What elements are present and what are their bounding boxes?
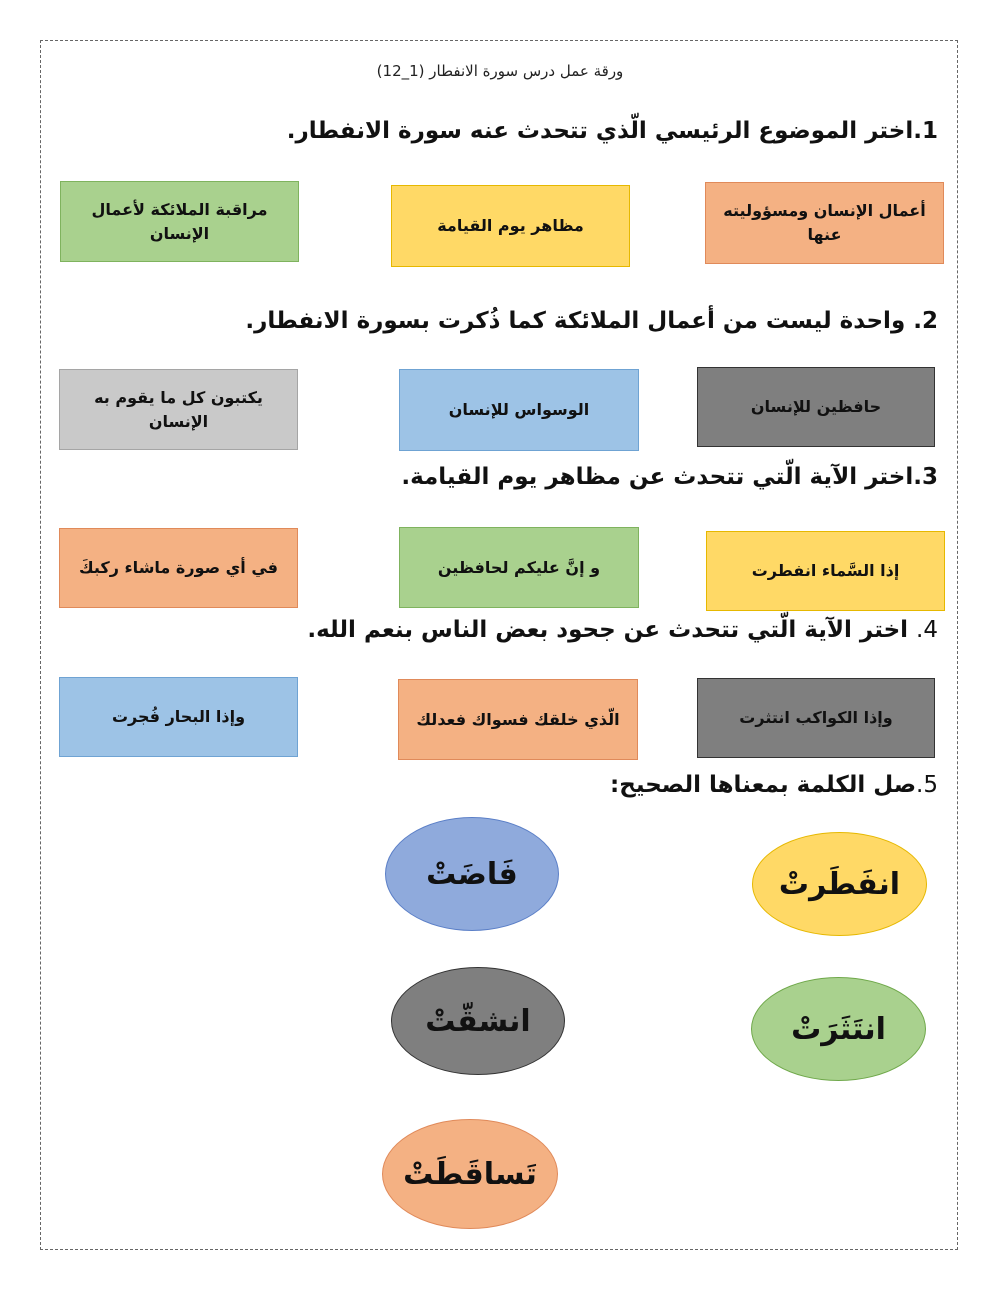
meaning-oval-1[interactable]: فَاضَتْ [385,817,559,931]
word-oval-2[interactable]: انتَثَرَتْ [751,977,926,1081]
question-4-text: اختر الآية الّتي تتحدث عن جحود بعض الناس بنعم الله. [307,617,917,643]
question-3-title: 3.اختر الآية الّتي تتحدث عن مظاهر يوم القيامة. [401,464,938,490]
question-2-title: 2. واحدة ليست من أعمال الملائكة كما ذُكرت بسورة الانفطار. [245,308,938,334]
question-4-number: 4. [916,617,938,643]
q3-option-3[interactable]: في أي صورة ماشاء ركبكَ [59,528,298,608]
worksheet-header: ورقة عمل درس سورة الانفطار (1_12) [376,62,624,80]
q1-option-1[interactable]: أعمال الإنسان ومسؤوليته عنها [705,182,944,264]
q3-option-2[interactable]: و إنَّ عليكم لحافظين [399,527,639,608]
q3-option-1[interactable]: إذا السَّماء انفطرت [706,531,945,611]
meaning-oval-2[interactable]: انشقّتْ [391,967,565,1075]
question-5-text: صل الكلمة بمعناها الصحيح: [610,772,917,798]
word-oval-1[interactable]: انفَطَرتْ [752,832,927,936]
q4-option-3[interactable]: وإذا البحار فُجرت [59,677,298,757]
q4-option-2[interactable]: الّذي خلقك فسواك فعدلك [398,679,638,760]
meaning-oval-3[interactable]: تَساقَطَتْ [382,1119,558,1229]
q2-option-3[interactable]: يكتبون كل ما يقوم به الإنسان [59,369,298,450]
question-4-title [307,617,938,643]
question-5-title [610,772,938,798]
q4-option-1[interactable]: وإذا الكواكب انتثرت [697,678,935,758]
q1-option-2[interactable]: مظاهر يوم القيامة [391,185,630,267]
q2-option-1[interactable]: حافظين للإنسان [697,367,935,447]
q2-option-2[interactable]: الوسواس للإنسان [399,369,639,451]
q1-option-3[interactable]: مراقبة الملائكة لأعمال الإنسان [60,181,299,262]
question-1-title: 1.اختر الموضوع الرئيسي الّذي تتحدث عنه سورة الانفطار. [286,118,938,144]
question-5-number: 5. [916,772,938,798]
